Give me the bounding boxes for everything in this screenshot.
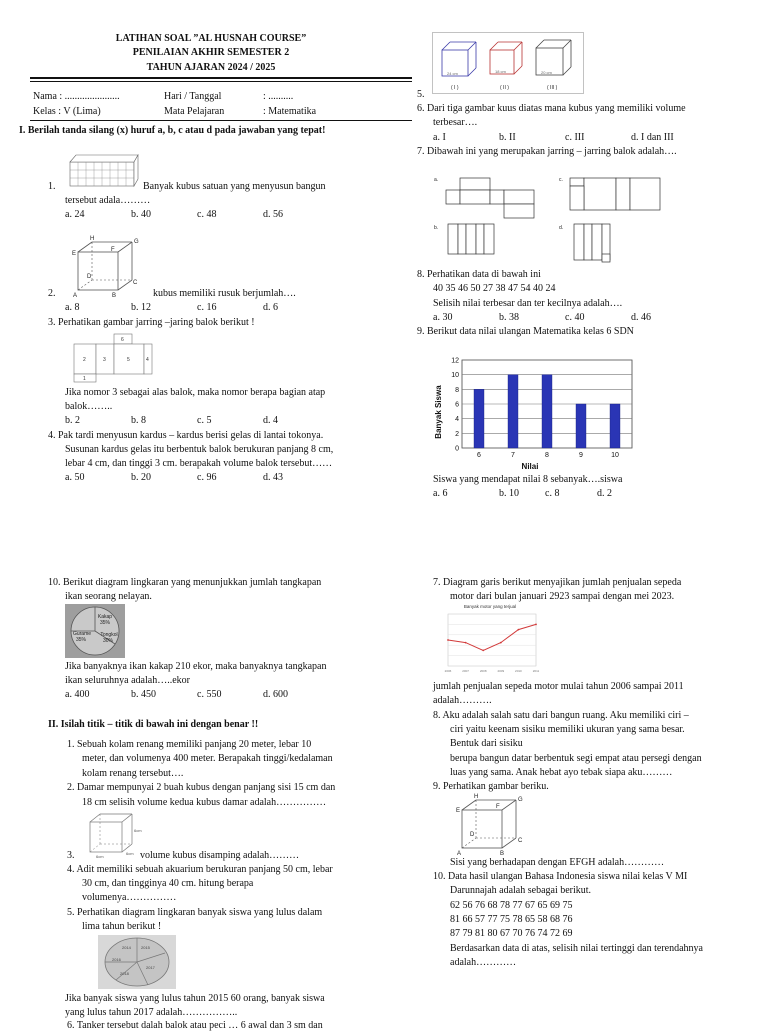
q10-text-3: Jika banyaknya ikan kakap 210 ekor, maka banyaknya tangkapan [65, 661, 327, 672]
q9b-label-f: F [496, 804, 500, 810]
q2-label-d: D [87, 274, 92, 280]
q4-option-a[interactable]: a. 50 [65, 472, 85, 483]
q3-option-c[interactable]: c. 5 [197, 415, 212, 426]
line-chart-point [447, 639, 449, 641]
line-chart-plot-area [448, 614, 536, 666]
pie-year-2017: 2017 [146, 965, 155, 970]
q2-text: kubus memiliki rusuk berjumlah…. [153, 288, 296, 299]
q8-data: 40 35 46 50 27 38 47 54 40 24 [433, 283, 556, 294]
q2-option-c[interactable]: c. 16 [197, 302, 217, 313]
q2-option-d[interactable]: d. 6 [263, 302, 278, 313]
essay-5-line-2: lima tahun berikut ! [82, 921, 162, 932]
essay-1-line-3: kolam renang tersebut…. [82, 768, 184, 779]
q3-option-a[interactable]: b. 2 [65, 415, 80, 426]
q9b-label-e: E [456, 808, 461, 814]
subject-label: Mata Pelajaran [164, 106, 225, 117]
net-label-6: 6 [121, 337, 124, 343]
cube-1-side: 24 cm [447, 71, 458, 76]
essay-8-line-3: Bentuk dari sisiku [450, 738, 523, 749]
q2-number: 2. [48, 288, 56, 299]
essay-8-line-4: berupa bangun datar berbentuk segi empat atau persegi dengan [450, 753, 702, 764]
q2-label-g: G [134, 239, 139, 245]
small-cube-figure [84, 810, 148, 858]
cube-efgh-figure [452, 794, 524, 856]
line-chart-x-tick: 2010 [515, 669, 522, 673]
q8-option-d[interactable]: d. 46 [631, 312, 651, 323]
essay-10-data-1: 62 56 76 68 78 77 67 65 69 75 [450, 900, 573, 911]
q5-number: 5. [417, 89, 425, 100]
q10-text-2: ikan seorang nelayan. [65, 591, 152, 602]
line-chart-title: Banyak motor yang terjual [463, 604, 517, 609]
essay-4-line-2: 30 cm, dan tingginya 40 cm. hitung berapa [82, 878, 254, 889]
essay-10-data-2: 81 66 57 77 75 78 65 58 68 76 [450, 914, 573, 925]
q1-option-a[interactable]: a. 24 [65, 209, 85, 220]
bar-chart-x-tick: 10 [611, 452, 619, 459]
q8-text-2: Selisih nilai terbesar dan ter kecilnya adalah…. [433, 298, 623, 309]
essay-1-line-1: 1. Sebuah kolam renang memiliki panjang 20 meter, lebar 10 [67, 739, 312, 750]
pie-year-2015: 2015 [141, 945, 150, 950]
line-chart-point [465, 642, 467, 644]
pie-label-kakap: Kakap [97, 614, 113, 620]
motorcycle-sales-line-chart [432, 602, 540, 676]
graduates-pie-chart [98, 935, 176, 989]
q10-options [65, 688, 329, 702]
q9b-label-g: G [518, 797, 523, 803]
q7-label-b: b. [434, 225, 439, 231]
bar-chart-y-tick: 10 [451, 372, 459, 380]
q8-options [433, 311, 697, 325]
q7-label-c: c. [559, 177, 563, 183]
line-chart-x-tick: 2006 [444, 669, 452, 673]
q3-option-b[interactable]: b. 8 [131, 415, 146, 426]
cube-label-2: ( II ) [500, 85, 509, 91]
q8-option-b[interactable]: b. 38 [499, 312, 519, 323]
essay-7-line-4: adalah………. [433, 695, 492, 706]
q9b-label-c: C [518, 838, 523, 844]
q9-option-b[interactable]: b. 10 [499, 488, 519, 499]
pie-percent-tongkol: 30% [102, 638, 114, 644]
q2-option-a[interactable]: a. 8 [65, 302, 80, 313]
q9-option-c[interactable]: c. 8 [545, 488, 560, 499]
q6-option-b[interactable]: b. II [499, 132, 516, 143]
bar-chart-bar [508, 375, 518, 448]
pie-year-2014: 2014 [122, 945, 131, 950]
q1-text: Banyak kubus satuan yang menyusun bangun [143, 181, 326, 192]
essay-5-line-3: Jika banyak siswa yang lulus tahun 2015 60 orang, banyak siswa [65, 993, 325, 1004]
section-1-title: I. Berilah tanda silang (x) huruf a, b, c atau d pada jawaban yang tepat! [19, 125, 326, 136]
essay-5-line-4: yang lulus tahun 2017 adalah…………….. [65, 1007, 238, 1018]
cube-label-1: ( I ) [451, 85, 459, 91]
bar-chart-y-tick: 4 [455, 416, 459, 424]
net-label-2: 2 [83, 357, 86, 363]
cube-label-3: ( III ) [547, 85, 558, 91]
q2-options [65, 301, 329, 315]
q10-option-d[interactable]: d. 600 [263, 689, 288, 700]
bar-chart-bar [474, 389, 484, 448]
q1-options [65, 208, 329, 222]
essay-1-line-2: meter, dan volumenya 400 meter. Berapakah tinggi/kedalaman [82, 753, 333, 764]
q3-options [65, 414, 329, 428]
q6-text: 6. Dari tiga gambar kuus diatas mana kubus yang memiliki volume [417, 103, 686, 114]
q9-text-2: Siswa yang mendapat nilai 8 sebanyak….siswa [433, 474, 623, 485]
pie-year-2018: 2018 [120, 971, 129, 976]
cube-side-label-bottom: 6cm [96, 854, 104, 859]
q9b-label-h: H [474, 794, 479, 800]
q1-number: 1. [48, 181, 56, 192]
pie-percent-kakap: 35% [99, 620, 111, 626]
bar-chart-bar [576, 404, 586, 448]
q2-label-h: H [90, 236, 95, 242]
q6-text-2: terbesar…. [433, 117, 478, 128]
box-nets-options-figure [432, 172, 672, 264]
q2-label-a: A [73, 293, 78, 299]
bar-chart-bar [610, 404, 620, 448]
essay-7-line-3: jumlah penjualan sepeda motor mulai tahun 2006 sampai 2011 [433, 681, 684, 692]
q10-text-4: ikan seluruhnya adalah…..ekor [65, 675, 190, 686]
essay-9-line-2: Sisi yang berhadapan dengan EFGH adalah………… [450, 857, 665, 868]
q8-text: 8. Perhatikan data di bawah ini [417, 269, 541, 280]
fish-pie-chart [65, 604, 125, 658]
q2-option-b[interactable]: b. 12 [131, 302, 151, 313]
q9-text: 9. Berikut data nilai ulangan Matematika kelas 6 SDN [417, 326, 634, 337]
essay-10-line-2: Darunnajah adalah sebagai berikut. [450, 885, 592, 896]
bar-chart-y-tick: 0 [455, 445, 459, 453]
bar-chart-x-tick: 7 [511, 452, 515, 459]
essay-7-line-1: 7. Diagram garis berikut menyajikan jumlah penjualan sepeda [433, 577, 682, 588]
q10-text: 10. Berikut diagram lingkaran yang menunjukkan jumlah tangkapan [48, 577, 322, 588]
line-chart-x-tick: 2008 [479, 669, 487, 673]
essay-6-line-1 [67, 1019, 323, 1031]
bar-chart-y-label: Banyak Siswa [434, 385, 443, 439]
net-label-4: 4 [146, 357, 149, 363]
form-rule [30, 120, 412, 121]
net-label-3: 3 [103, 357, 106, 363]
date-field: : .......... [263, 91, 294, 102]
q4-option-d[interactable]: d. 43 [263, 472, 283, 483]
line-chart-x-tick: 2009 [497, 669, 505, 673]
bar-chart-x-label: Nilai [521, 462, 539, 471]
title-line-1: LATIHAN SOAL ”AL HUSNAH COURSE” [115, 33, 307, 44]
q1-option-d[interactable]: d. 56 [263, 209, 283, 220]
cube-side-label-depth: 6cm [126, 851, 134, 856]
q3-text-2: Jika nomor 3 sebagai alas balok, maka nomor berapa bagian atap [65, 387, 326, 398]
line-chart-point [500, 642, 502, 644]
name-field: Nama : ...................... [33, 91, 120, 102]
q4-text-2: Susunan kardus gelas itu berbentuk balok berukuran panjang 8 cm, [65, 444, 334, 455]
essay-2-line-1: 2. Damar mempunyai 2 buah kubus dengan panjang sisi 15 cm dan [67, 782, 336, 793]
bar-chart-y-tick: 8 [455, 386, 459, 394]
q7-label-a: a. [434, 177, 439, 183]
three-cubes-figure [432, 32, 584, 94]
header-rule-thin [30, 81, 412, 82]
bar-chart-y-tick: 12 [451, 357, 459, 365]
q6-option-d[interactable]: d. I dan III [631, 132, 674, 143]
date-label: Hari / Tanggal [164, 91, 222, 102]
q10-option-b[interactable]: b. 450 [131, 689, 156, 700]
net-label-1: 1 [83, 376, 86, 382]
q4-text-3: lebar 4 cm, dan tinggi 3 cm. berapakah volume balok tersebut…… [65, 458, 333, 469]
q9b-label-d: D [470, 832, 475, 838]
net-label-5: 5 [127, 357, 130, 363]
line-chart-point [518, 629, 520, 631]
bar-chart-x-tick: 8 [545, 452, 549, 459]
q1-option-c[interactable]: c. 48 [197, 209, 217, 220]
bar-chart-bar [542, 375, 552, 448]
title-line-3: TAHUN AJARAN 2024 / 2025 [146, 61, 276, 73]
essay-4-line-1: 4. Adit memiliki sebuah akuarium berukuran panjang 50 cm, lebar [67, 864, 333, 875]
essay-10-data-3: 87 79 81 80 67 70 76 74 72 69 [450, 928, 573, 939]
cube-3-side: 20 cm [541, 70, 552, 75]
q10-option-a[interactable]: a. 400 [65, 689, 90, 700]
cube-abcdefgh-figure [66, 234, 142, 300]
box-net-figure [66, 332, 154, 382]
header-rule-thick [30, 77, 412, 79]
q1-text-2: tersebut adala……… [65, 195, 151, 206]
q6-option-a[interactable]: a. I [433, 132, 446, 143]
essay-2-line-2: 18 cm selisih volume kedua kubus damar adalah…………… [82, 797, 327, 808]
line-chart-point [482, 650, 484, 652]
q3-text-3: balok…….. [65, 401, 113, 412]
line-chart-point [535, 624, 537, 626]
bar-chart-x-tick: 9 [579, 452, 583, 459]
essay-4-line-3: volumenya…………… [82, 892, 177, 903]
bar-chart-y-tick: 6 [455, 401, 459, 409]
q7-text: 7. Dibawah ini yang merupakan jarring – jarring balok adalah…. [417, 146, 677, 157]
pie-year-2016: 2016 [112, 957, 121, 962]
q7-label-d: d. [559, 225, 564, 231]
pie-label-gurame: Gurame [72, 631, 92, 637]
q2-label-e: E [72, 251, 77, 257]
q9-option-d[interactable]: d. 2 [597, 488, 612, 499]
bar-chart-y-tick: 2 [455, 430, 459, 438]
essay-5-line-1: 5. Perhatikan diagram lingkaran banyak siswa yang lulus dalam [67, 907, 323, 918]
q4-option-b[interactable]: b. 20 [131, 472, 151, 483]
class-field: Kelas : V (Lima) [33, 106, 101, 117]
q3-text: 3. Perhatikan gambar jarring –jaring balok berikut ! [48, 317, 255, 328]
essay-10-line-4: adalah………… [450, 957, 517, 968]
essay-8-line-2: ciri yaitu keenam sisiku memiliki ukuran yang sama besar. [450, 724, 685, 735]
q4-text: 4. Pak tardi menyusun kardus – kardus berisi gelas di lantai tokonya. [48, 430, 324, 441]
q6-option-c[interactable]: c. III [565, 132, 585, 143]
bar-chart-x-tick: 6 [477, 452, 481, 459]
q8-option-c[interactable]: c. 40 [565, 312, 585, 323]
q2-label-b: B [112, 293, 117, 299]
unit-cubes-figure [68, 152, 138, 188]
essay-10-line-1: 10. Data hasil ulangan Bahasa Indonesia siswa nilai kelas V MI [433, 871, 688, 882]
pie-percent-gurame: 35% [75, 637, 87, 643]
q2-label-f: F [111, 247, 115, 253]
q8-option-a[interactable]: a. 30 [433, 312, 453, 323]
line-chart-x-tick: 2011 [532, 669, 540, 673]
essay-6-text: 6. Tanker tersebut dalah balok atau peci … 6 awal dan 3 sm dan [67, 1020, 323, 1031]
q9-option-a[interactable]: a. 6 [433, 488, 448, 499]
q4-option-c[interactable]: c. 96 [197, 472, 217, 483]
q4-options [65, 471, 329, 485]
grade-bar-chart [432, 352, 642, 472]
q6-options [433, 131, 697, 145]
essay-8-line-1: 8. Aku adalah salah satu dari bangun ruang. Aku memiliki ciri – [433, 710, 689, 721]
essay-9-line-1: 9. Perhatikan gambar beriku. [433, 781, 549, 792]
essay-3-text: volume kubus disamping adalah……… [140, 850, 300, 861]
q2-label-c: C [133, 280, 138, 286]
subject-field: : Matematika [263, 106, 317, 117]
essay-7-line-2: motor dari bulan januari 2923 sampai dengan mei 2023. [450, 591, 675, 602]
line-chart-x-tick: 2007 [462, 669, 469, 673]
section-2-title: II. Isilah titik – titik di bawah ini dengan benar !! [48, 719, 259, 730]
q9b-label-b: B [500, 851, 505, 857]
essay-8-line-5: luas yang sama. Anak hebat ayo tebak siapa aku……… [450, 767, 673, 778]
title-line-2: PENILAIAN AKHIR SEMESTER 2 [132, 47, 290, 59]
cube-2-side: 18 cm [495, 69, 506, 74]
q9-options [433, 487, 612, 501]
q1-option-b[interactable]: b. 40 [131, 209, 151, 220]
essay-3-number: 3. [67, 850, 75, 861]
q9b-label-a: A [457, 851, 462, 857]
q3-option-d[interactable]: d. 4 [263, 415, 278, 426]
title-block [30, 32, 392, 75]
essay-10-line-3: Berdasarkan data di atas, selisih nilai tertinggi dan terendahnya [450, 943, 703, 954]
q10-option-c[interactable]: c. 550 [197, 689, 222, 700]
cube-side-label-right: 6cm [134, 828, 142, 833]
pie-label-tongkol: Tongkol [100, 632, 118, 638]
